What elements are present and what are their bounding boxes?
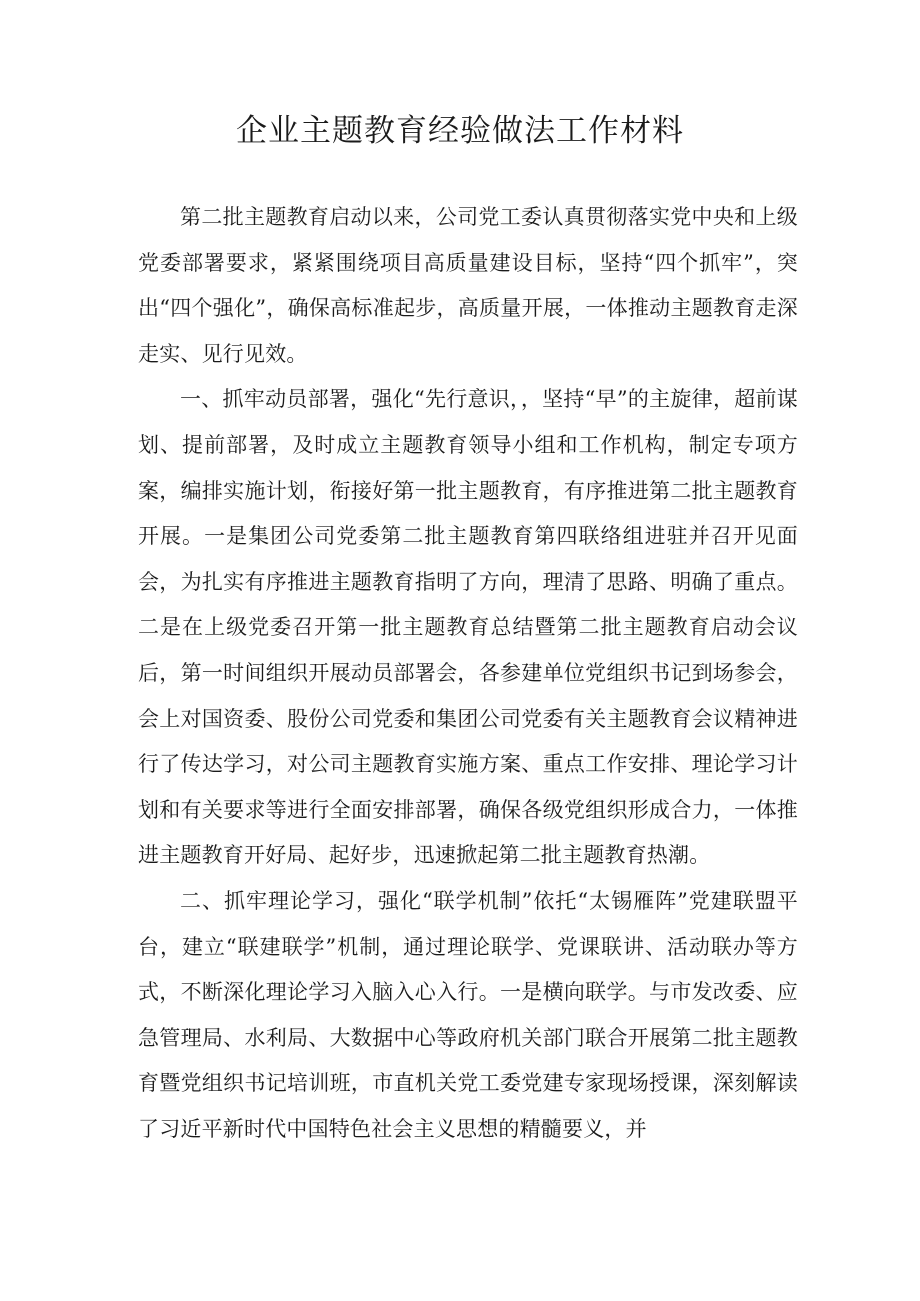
paragraph-section-1: 一、抓牢动员部署，强化“先行意识，，坚持“早”的主旋律，超前谋划、提前部署，及时成立主题教育领导小组和工作机构，制定专项方案，编排实施计划，衔接好第一批主题教育，有序推进第二批主题教育开展。一是集团公司党委第二批主题教育第四联络组进驻并召开见面会，为扎实有序推进主题教育指明了方向，理清了思路、明确了重点。二是在上级党委召开第一批主题教育总结暨第二批主题教育启动会议后，第一时间组织开展动员部署会，各参建单位党组织书记到场参会，会上对国资委、股份公司党委和集团公司党委有关主题教育会议精神进行了传达学习，对公司主题教育实施方案、重点工作安排、理论学习计划和有关要求等进行全面安排部署，确保各级党组织形成合力，一体推进主题教育开好局、起好步，迅速掀起第二批主题教育热潮。 [138, 387, 798, 868]
document-body [138, 195, 798, 1152]
paragraph-section-2: 二、抓牢理论学习，强化“联学机制”依托“太锡雁阵”党建联盟平台，建立“联建联学”机制，通过理论联学、党课联讲、活动联办等方式，不断深化理论学习入脑入心入行。一是横向联学。与市发改委、应急管理局、水利局、大数据中心等政府机关部门联合开展第二批主题教育暨党组织书记培训班，市直机关党工委党建专家现场授课，深刻解读了习近平新时代中国特色社会主义思想的精髓要义，并 [138, 888, 798, 1141]
paragraph-intro: 第二批主题教育启动以来，公司党工委认真贯彻落实党中央和上级党委部署要求，紧紧围绕项目高质量建设目标，坚持“四个抓牢”，突出“四个强化”，确保高标准起步，高质量开展，一体推动主题教育走深走实、见行见效。 [138, 205, 798, 366]
document-title: 企业主题教育经验做法工作材料 [236, 113, 684, 149]
